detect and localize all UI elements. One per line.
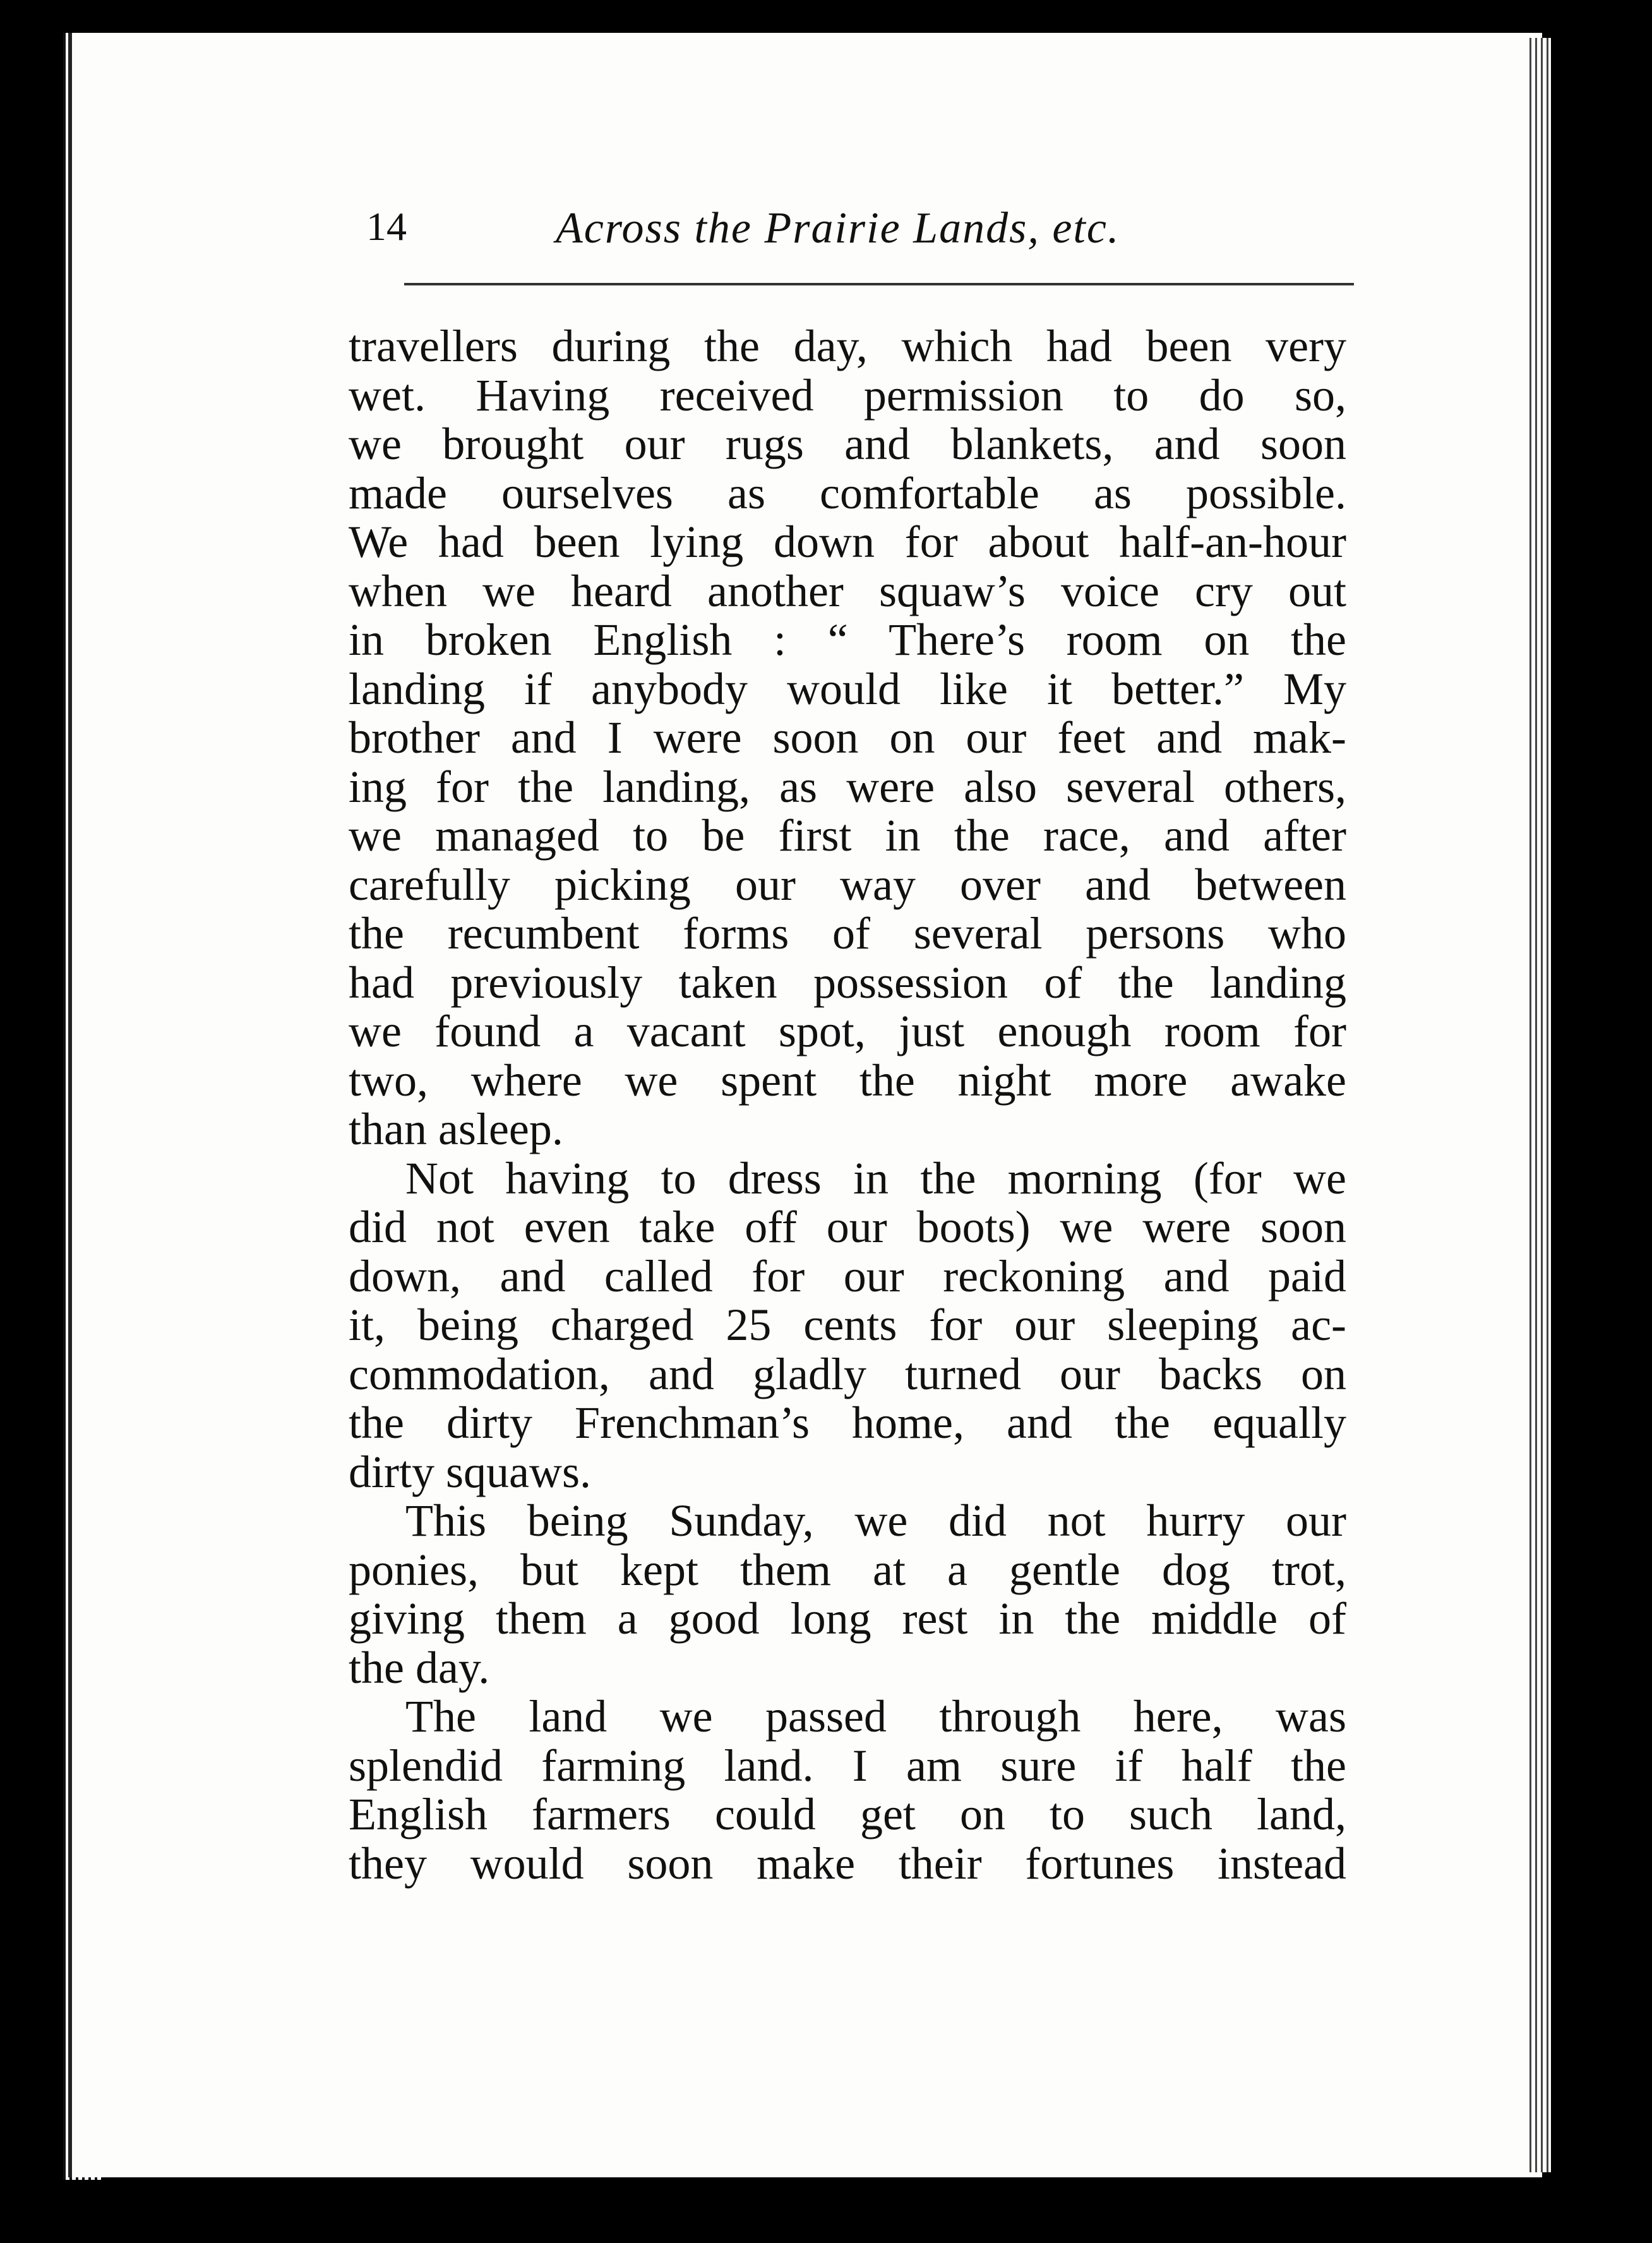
text-line: we found a vacant spot, just enough room for (349, 1006, 1346, 1056)
text-line: they would soon make their fortunes instead (349, 1838, 1346, 1889)
text-line: landing if anybody would like it better.” My (349, 663, 1346, 714)
text-line: Not having to dress in the morning (for we (405, 1152, 1346, 1204)
text-line: travellers during the day, which had been very (349, 321, 1346, 371)
body-text (349, 322, 1346, 1888)
text-line: in broken English : “ There’s room on the (349, 614, 1346, 665)
text-line: the day. (349, 1642, 490, 1693)
text-line: dirty squaws. (349, 1446, 591, 1497)
text-line: down, and called for our reckoning and paid (349, 1250, 1346, 1301)
page-fore-edge (1526, 38, 1551, 2172)
text-line: ponies, but kept them at a gentle dog trot, (349, 1544, 1346, 1595)
text-line: This being Sunday, we did not hurry our (405, 1495, 1346, 1546)
text-line: the recumbent forms of several persons who (349, 908, 1346, 959)
text-line: made ourselves as comfortable as possible. (349, 467, 1346, 518)
text-line: had previously taken possession of the landing (349, 957, 1346, 1008)
text-line: we brought our rugs and blankets, and soon (349, 419, 1346, 469)
text-line: two, where we spent the night more awake (349, 1055, 1346, 1106)
text-line: when we heard another squaw’s voice cry out (349, 565, 1346, 616)
page-number: 14 (366, 204, 407, 249)
text-line: giving them a good long rest in the middle of (349, 1593, 1346, 1644)
text-line: the dirty Frenchman’s home, and the equally (349, 1397, 1346, 1448)
text-line: The land we passed through here, was (405, 1691, 1346, 1742)
text-line: commodation, and gladly turned our backs on (349, 1348, 1346, 1399)
text-line: it, being charged 25 cents for our sleeping ac- (349, 1300, 1346, 1350)
text-line: than asleep. (349, 1104, 563, 1154)
text-line: did not even take off our boots) we were soon (349, 1202, 1346, 1252)
text-line: we managed to be first in the race, and after (349, 810, 1346, 861)
text-line: We had been lying down for about half-an-hour (349, 517, 1346, 567)
page-header (366, 203, 1351, 273)
header-rule (404, 283, 1354, 285)
text-line: ing for the landing, as were also several others, (349, 761, 1346, 812)
running-head: Across the Prairie Lands, etc. (556, 204, 1120, 253)
text-line: brother and I were soon on our feet and mak- (349, 712, 1346, 763)
text-line: English farmers could get on to such land, (349, 1789, 1346, 1839)
text-line: wet. Having received permission to do so, (349, 369, 1346, 421)
text-line: carefully picking our way over and between (349, 859, 1346, 910)
text-line: splendid farming land. I am sure if half the (349, 1740, 1346, 1791)
